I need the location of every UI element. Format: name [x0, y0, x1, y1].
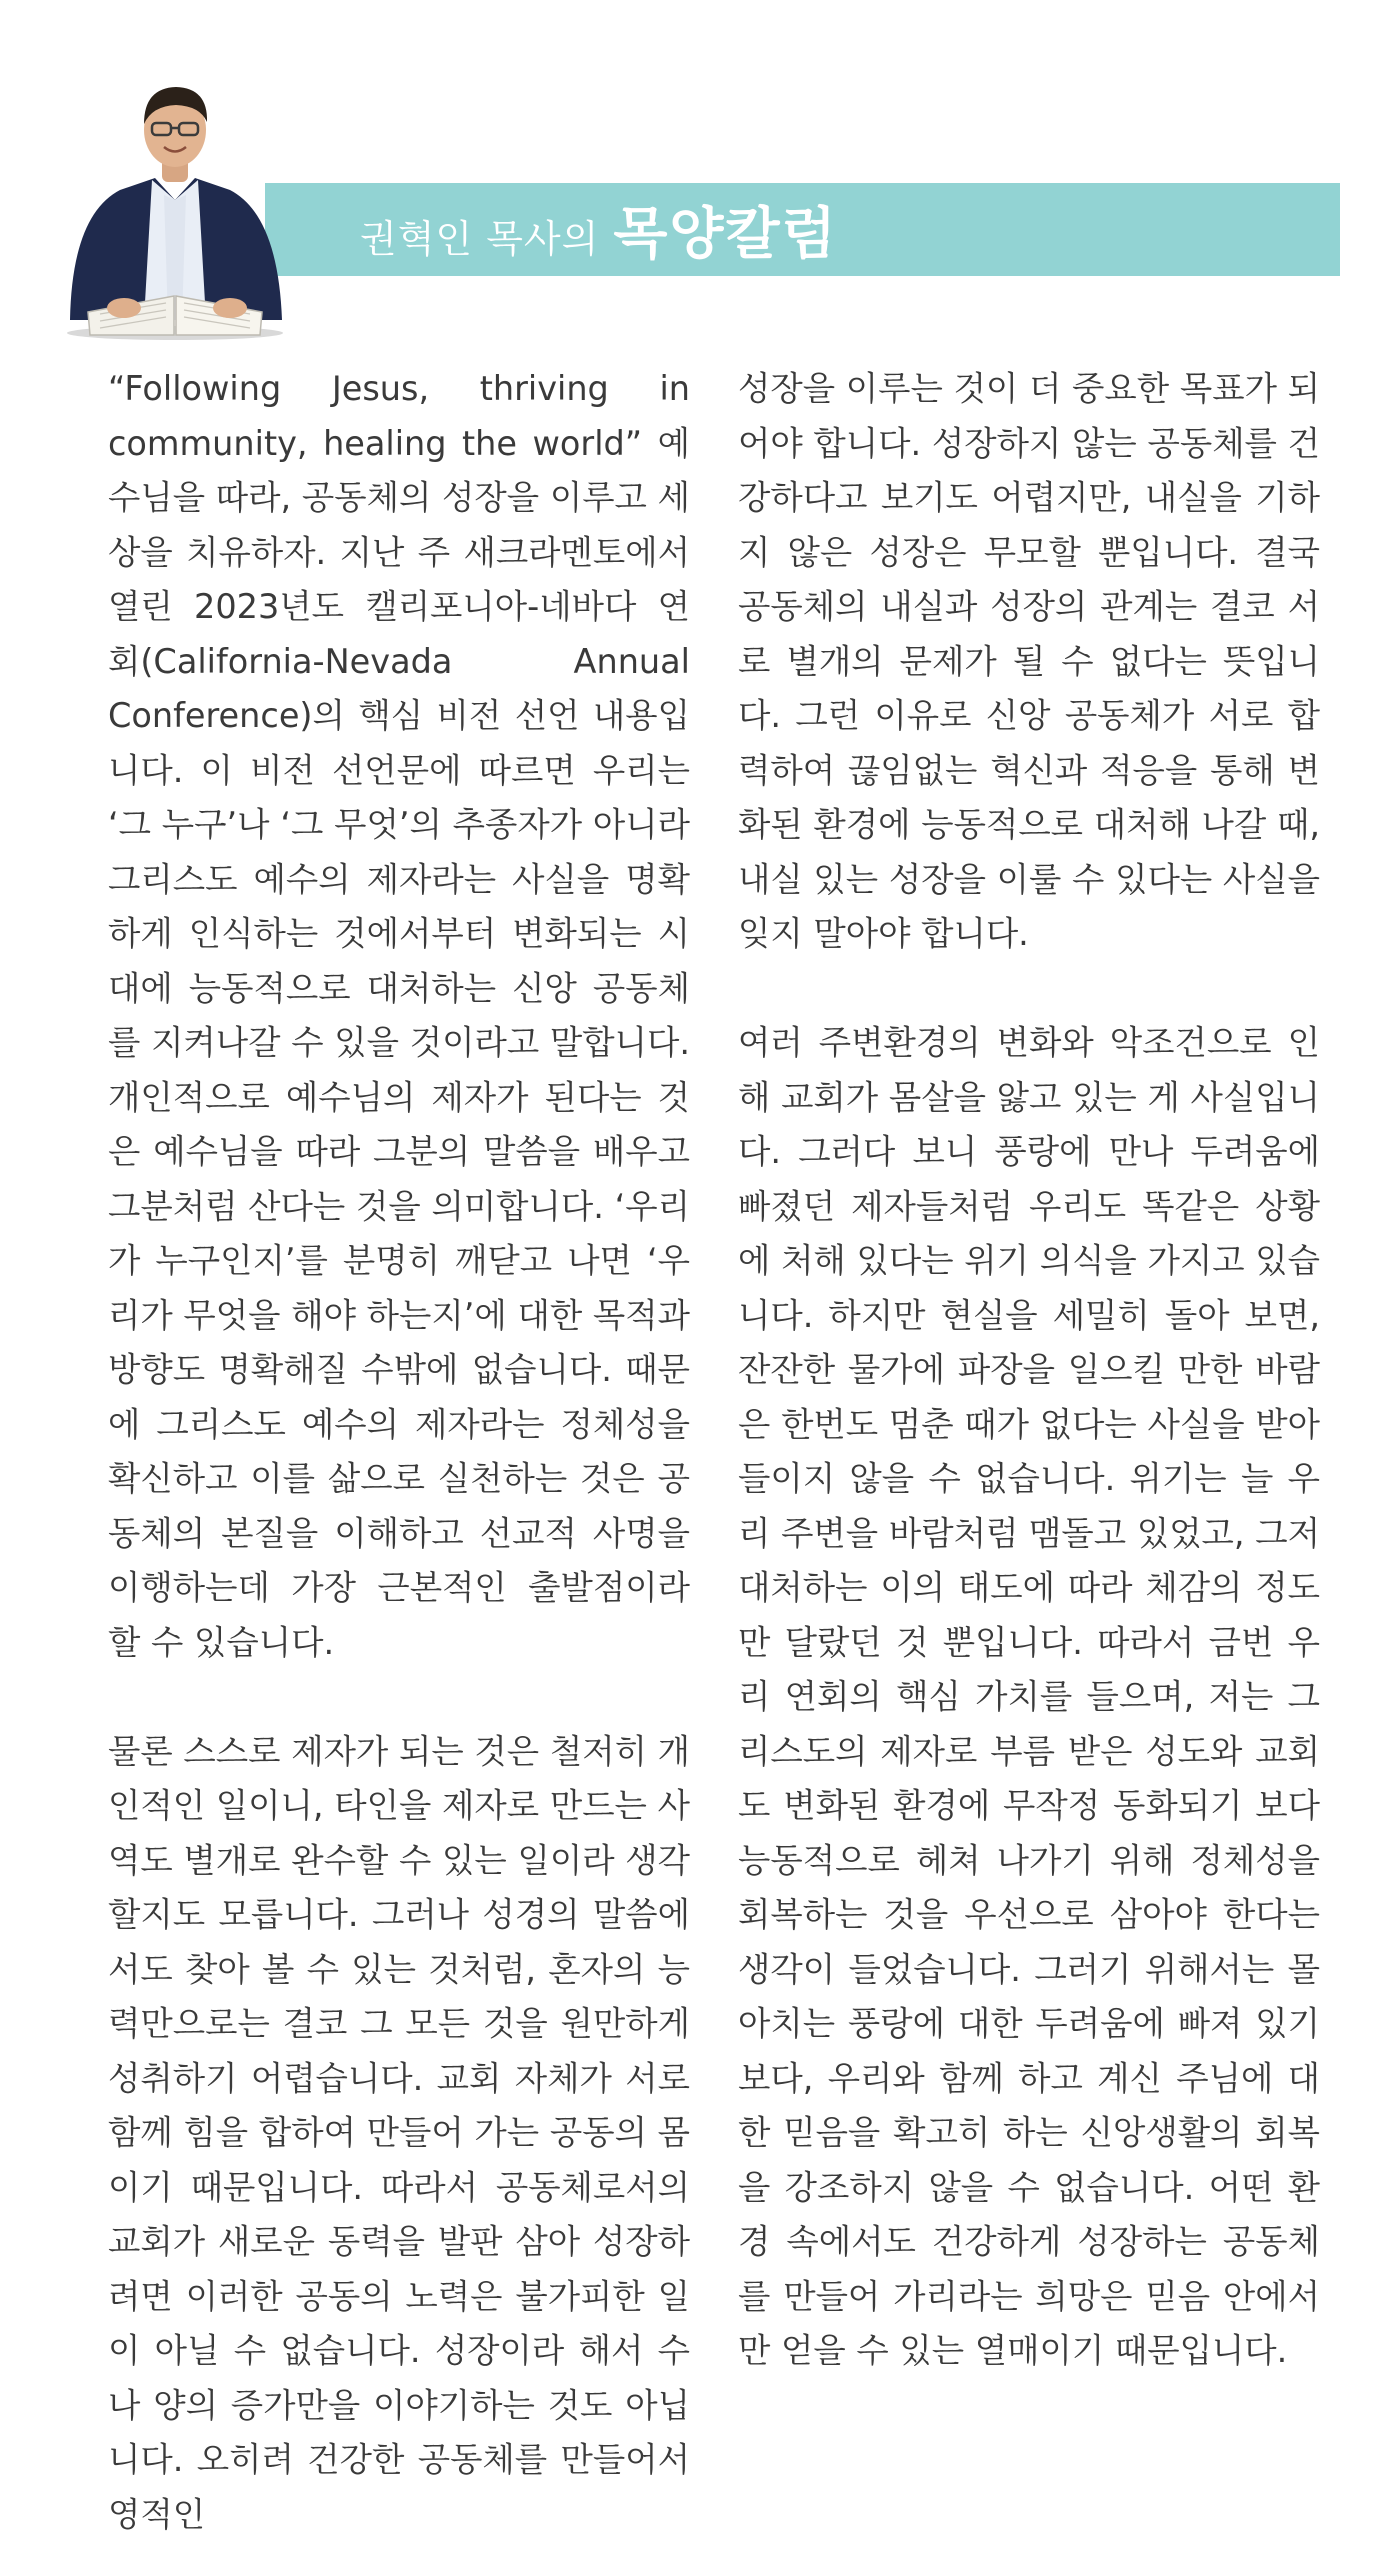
column-header [0, 0, 1398, 340]
paragraph: 여러 주변환경의 변화와 악조건으로 인해 교회가 몸살을 앓고 있는 게 사실입니다. 그러다 보니 풍랑에 만나 두려움에 빠졌던 제자들처럼 우리도 똑같은 상황에 처해 있다는 위기 의식을 가지고 있습니다. 하지만 현실을 세밀히 돌아 보면, 잔잔한 물가에 파장을 일으킬 만한 바람은 한번도 멈춘 때가 없다는 사실을 받아들이지 않을 수 없습니다. 위기는 늘 우리 주변을 바람처럼 맴돌고 있었고, 그저 대처하는 이의 태도에 따라 체감의 정도만 달랐던 것 뿐입니다. 따라서 금번 우리 연회의 핵심 가치를 들으며, 저는 그리스도의 제자로 부름 받은 성도와 교회도 변화된 환경에 무작정 동화되기 보다 능동적으로 헤쳐 나가기 위해 정체성을 회복하는 것을 우선으로 삼아야 한다는 생각이 들었습니다. 그러기 위해서는 몰아치는 풍랑에 대한 두려움에 빠져 있기 보다, 우리와 함께 하고 계신 주님에 대한 믿음을 확고히 하는 신앙생활의 회복을 강조하지 않을 수 없습니다. 어떤 환경 속에서도 건강하게 성장하는 공동체를 만들어 가리라는 희망은 믿음 안에서만 얻을 수 있는 열매이기 때문입니다. [738, 1023, 1320, 2370]
paragraph: 성장을 이루는 것이 더 중요한 목표가 되어야 합니다. 성장하지 않는 공동체를 건강하다고 보기도 어렵지만, 내실을 기하지 않은 성장은 무모할 뿐입니다. 결국 공동체의 내실과 성장의 관계는 결코 서로 별개의 문제가 될 수 없다는 뜻입니다. 그런 이유로 신앙 공동체가 서로 합력하여 끊임없는 혁신과 적응을 통해 변화된 환경에 능동적으로 대처해 나갈 때, 내실 있는 성장을 이룰 수 있다는 사실을 잊지 말아야 합니다. [738, 369, 1320, 953]
paragraph-gap [108, 1670, 690, 1725]
title-main: 목양칼럼 [613, 201, 838, 267]
article-column-left [108, 362, 690, 2542]
paragraph-gap [738, 962, 1320, 1017]
banner-title [360, 183, 838, 276]
pastor-portrait-photo [60, 50, 290, 340]
title-prefix: 권혁인 목사의 [360, 217, 600, 261]
title-banner [265, 183, 1340, 276]
paragraph: “Following Jesus, thriving in community, healing the world” 예수님을 따라, 공동체의 성장을 이루고 세상을 치유하자. 지난 주 새크라멘토에서 열린 2023년도 캘리포니아-네바다 연회(California-Nevada Annual Conference)의 핵심 비전 선언 내용입니다. 이 비전 선언문에 따르면 우리는 ‘그 누구’나 ‘그 무엇’의 추종자가 아니라 그리스도 예수의 제자라는 사실을 명확하게 인식하는 것에서부터 변화되는 시대에 능동적으로 대처하는 신앙 공동체를 지켜나갈 수 있을 것이라고 말합니다. 개인적으로 예수님의 제자가 된다는 것은 예수님을 따라 그분의 말씀을 배우고 그분처럼 산다는 것을 의미합니다. ‘우리가 누구인지’를 분명히 깨닫고 나면 ‘우리가 무엇을 해야 하는지’에 대한 목적과 방향도 명확해질 수밖에 없습니다. 때문에 그리스도 예수의 제자라는 정체성을 확신하고 이를 삶으로 실천하는 것은 공동체의 본질을 이해하고 선교적 사명을 이행하는데 가장 근본적인 출발점이라 할 수 있습니다. [108, 369, 690, 1662]
paragraph: 물론 스스로 제자가 되는 것은 철저히 개인적인 일이니, 타인을 제자로 만드는 사역도 별개로 완수할 수 있는 일이라 생각할지도 모릅니다. 그러나 성경의 말씀에서도 찾아 볼 수 있는 것처럼, 혼자의 능력만으로는 결코 그 모든 것을 원만하게 성취하기 어렵습니다. 교회 자체가 서로 함께 힘을 합하여 만들어 가는 공동의 몸이기 때문입니다. 따라서 공동체로서의 교회가 새로운 동력을 발판 삼아 성장하려면 이러한 공동의 노력은 불가피한 일이 아닐 수 없습니다. 성장이라 해서 수나 양의 증가만을 이야기하는 것도 아닙니다. 오히려 건강한 공동체를 만들어서 영적인 [108, 1731, 690, 2534]
article-column-right [738, 362, 1320, 2379]
